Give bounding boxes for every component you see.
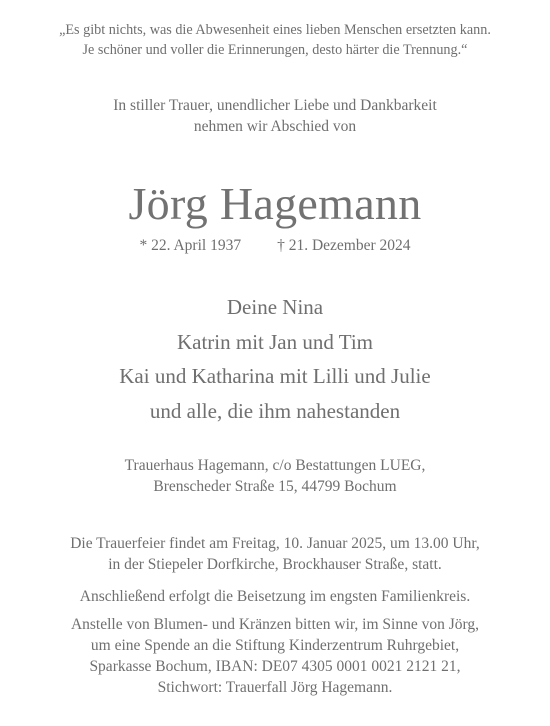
mourning-family: [0, 290, 550, 428]
birth-date: * 22. April 1937: [139, 237, 242, 254]
intro-line-1: In stiller Trauer, unendlicher Liebe und Dankbarkeit: [113, 97, 437, 114]
ceremony-line-2: in der Stiepeler Dorfkirche, Brockhauser Straße, statt.: [108, 556, 442, 573]
quote-line-2: Je schöner und voller die Erinnerungen, desto härter die Trennung.“: [82, 42, 468, 58]
address-line-2: Brenscheder Straße 15, 44799 Bochum: [153, 478, 397, 495]
donation-line-3: Sparkasse Bochum, IBAN: DE07 4305 0001 0021 2121 21,: [89, 658, 461, 675]
quote-line-1: „Es gibt nichts, was die Abwesenheit eines lieben Menschen ersetzten kann.: [59, 22, 491, 38]
donation-line-4: Stichwort: Trauerfall Jörg Hagemann.: [157, 679, 393, 696]
ceremony-line-1: Die Trauerfeier findet am Freitag, 10. Januar 2025, um 13.00 Uhr,: [70, 535, 480, 552]
family-line-4: und alle, die ihm nahestanden: [149, 398, 401, 423]
donation-request: [0, 614, 550, 698]
intro-text: [0, 95, 550, 137]
family-line-2: Katrin mit Jan und Tim: [176, 329, 374, 354]
burial-info: [0, 586, 550, 607]
mourning-house-address: [0, 455, 550, 497]
donation-line-1: Anstelle von Blumen- und Kränzen bitten wir, im Sinne von Jörg,: [70, 616, 480, 633]
life-dates: [0, 236, 550, 256]
deceased-name: Jörg Hagemann: [128, 178, 422, 229]
death-date: † 21. Dezember 2024: [277, 237, 411, 254]
family-line-1: Deine Nina: [226, 295, 324, 319]
family-line-3: Kai und Katharina mit Lilli und Julie: [119, 364, 431, 388]
burial-line: Anschließend erfolgt die Beisetzung im engsten Familienkreis.: [79, 588, 471, 605]
opening-quote: [0, 20, 550, 60]
funeral-ceremony-info: [0, 533, 550, 575]
address-line-1: Trauerhaus Hagemann, c/o Bestattungen LUEG,: [124, 457, 426, 474]
donation-line-2: um eine Spende an die Stiftung Kinderzentrum Ruhrgebiet,: [90, 637, 460, 654]
intro-line-2: nehmen wir Abschied von: [193, 118, 357, 135]
